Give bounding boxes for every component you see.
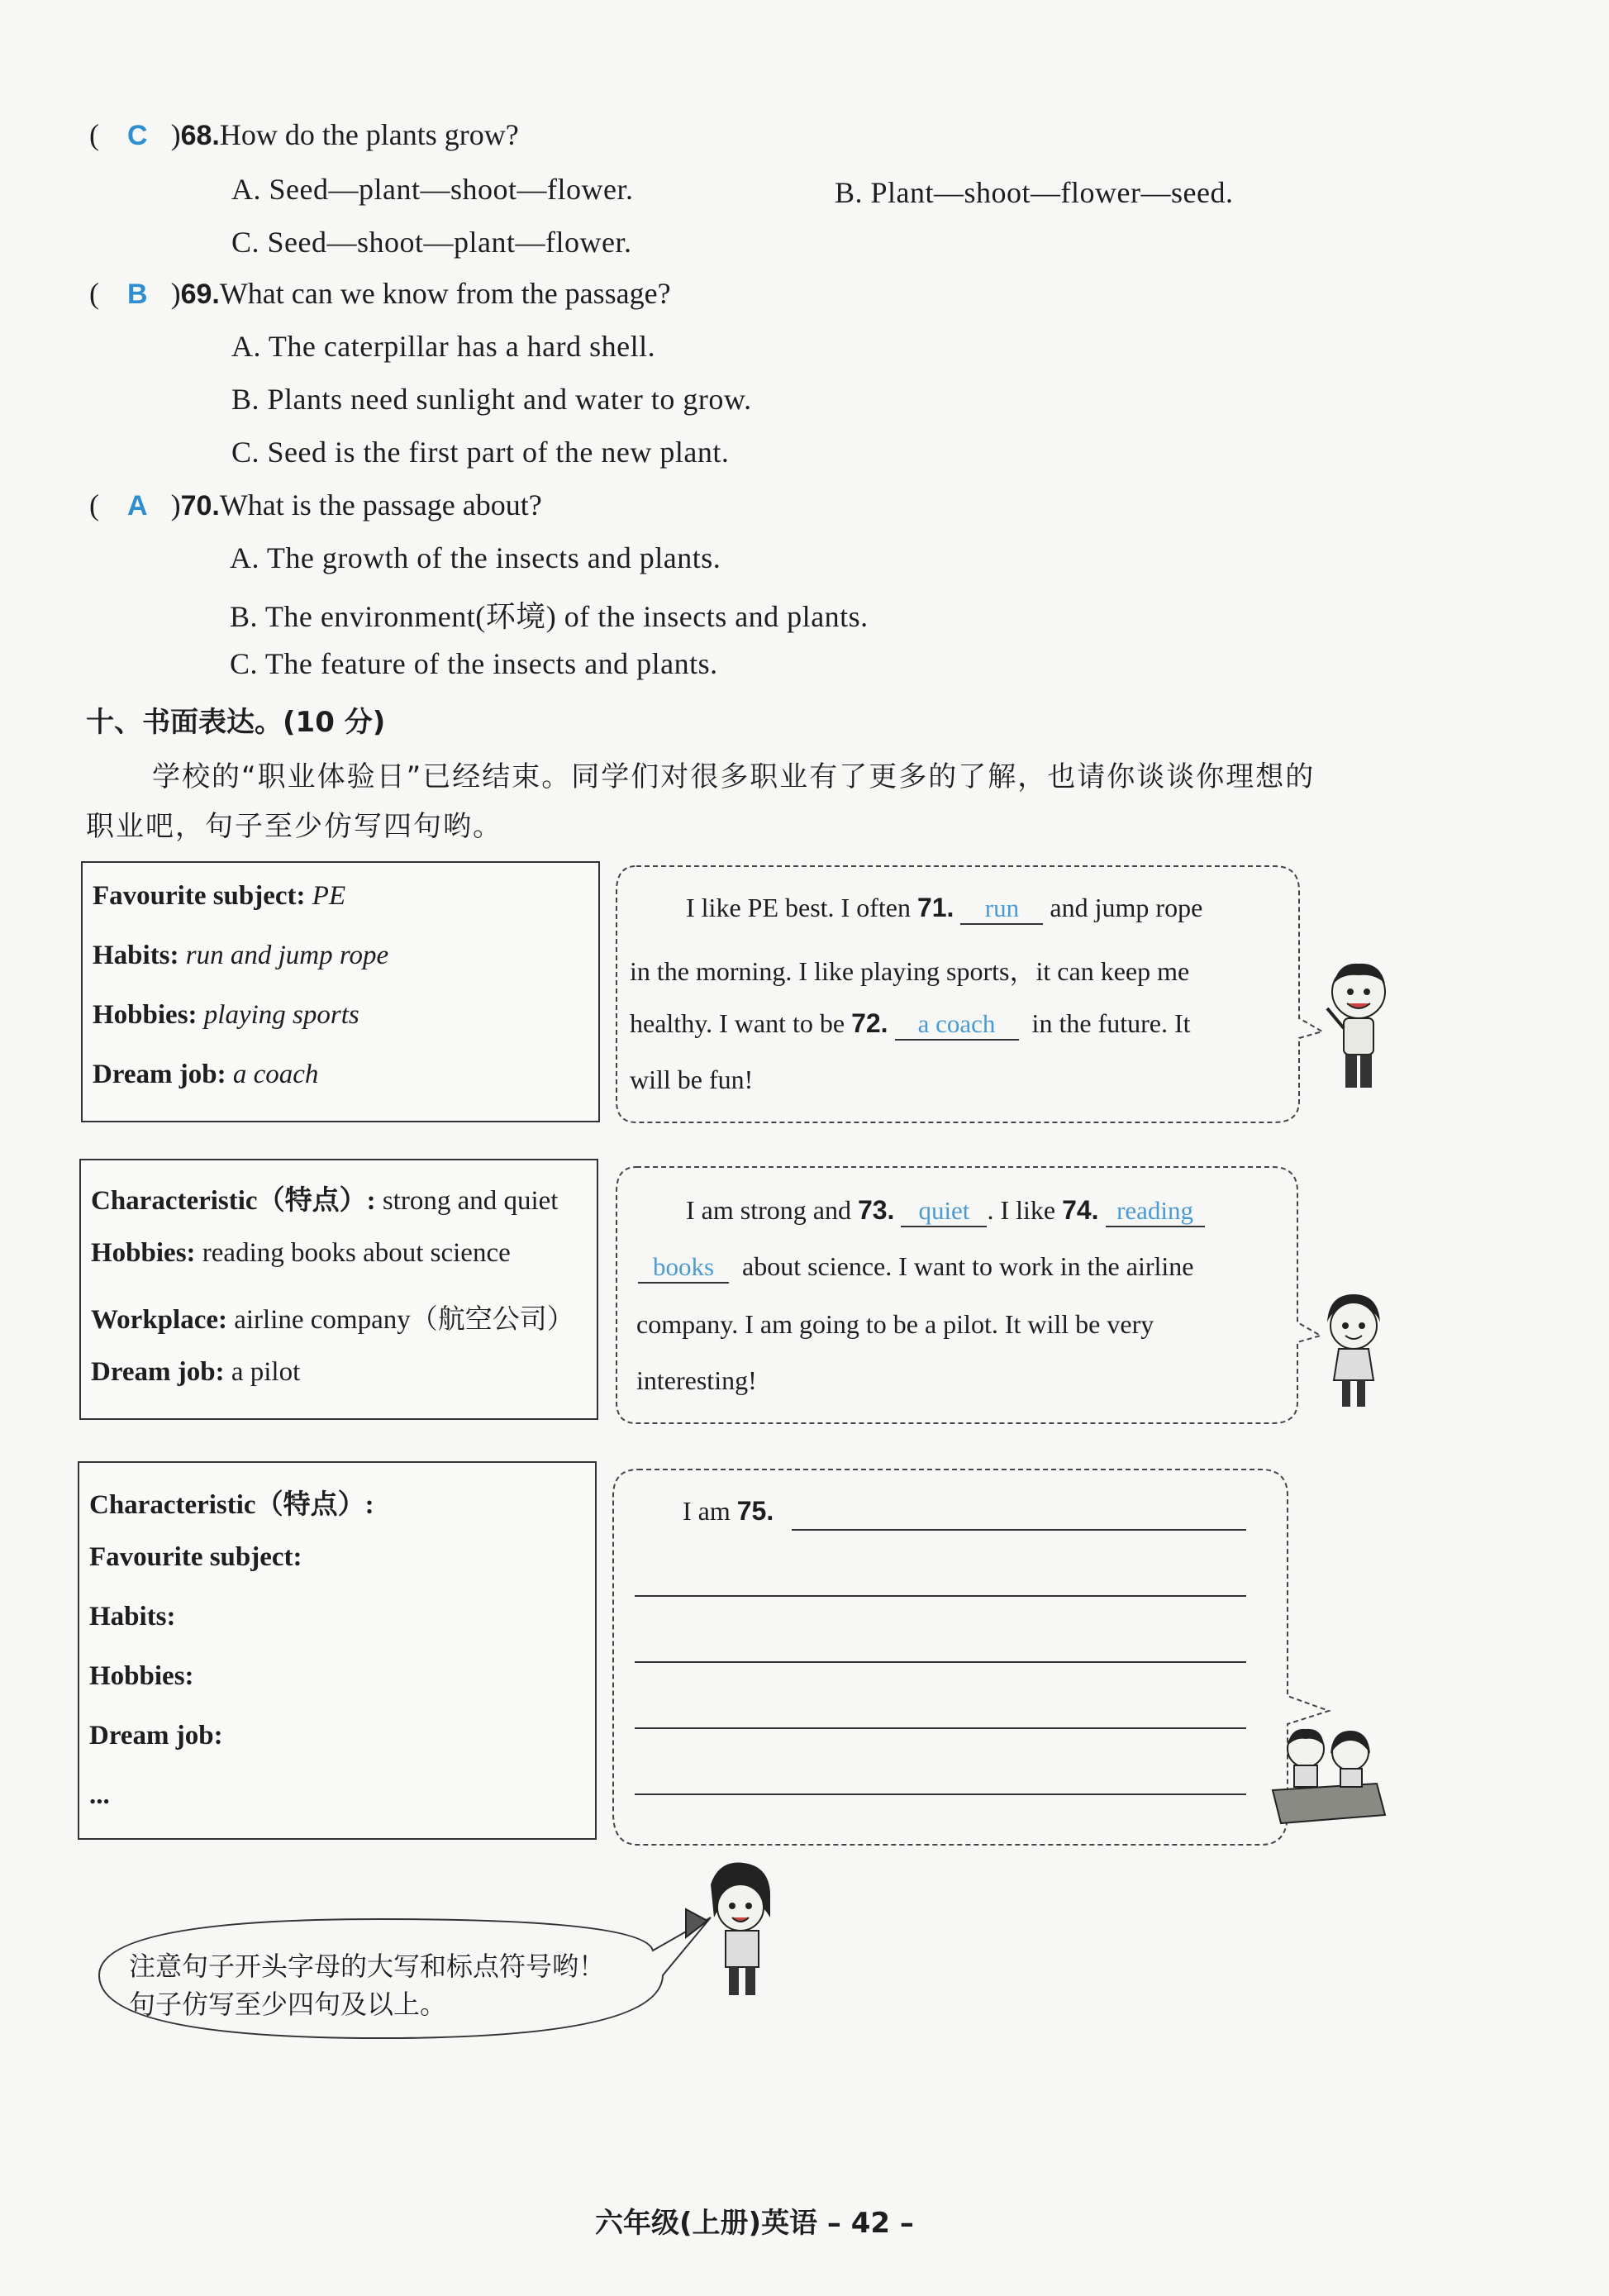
question-68: ( C )68.How do the plants grow? [89, 118, 519, 151]
bubble2-line4: interesting! [636, 1365, 757, 1395]
answer-74b: books [638, 1252, 729, 1284]
option-69b: B. Plants need sunlight and water to grow. [231, 383, 752, 416]
girl-illustration [1321, 1289, 1387, 1413]
info-card-3 [78, 1461, 597, 1840]
bubble1-line2: in the morning. I like playing sports，it can keep me [630, 956, 1190, 986]
card3-field-subject: Favourite subject: [89, 1542, 302, 1572]
bubble1-line4: will be fun! [630, 1065, 754, 1094]
card2-field-dreamjob: Dream job: a pilot [91, 1357, 301, 1387]
page-footer: 六年级(上册)英语 – 42 – [595, 2207, 914, 2240]
answer-71: run [960, 893, 1043, 925]
answer-68: C [127, 120, 148, 151]
writing-line-3[interactable] [635, 1661, 1246, 1663]
boy-illustration [1322, 959, 1397, 1099]
info-card-2 [79, 1159, 598, 1420]
option-68a: A. Seed—plant—shoot—flower. [231, 173, 634, 206]
card3-field-hobbies: Hobbies: [89, 1661, 194, 1691]
writing-line-5[interactable] [635, 1793, 1246, 1795]
instruction-line1: 学校的“职业体验日”已经结束。同学们对很多职业有了更多的了解，也请你谈谈你理想的 [152, 760, 1316, 793]
card3-field-characteristic: Characteristic（特点）: [89, 1490, 374, 1520]
bubble1-line3: healthy. I want to be 72. a coach in the future. It [630, 1008, 1190, 1041]
bubble2-line1: I am strong and 73. quiet . I like 74. reading [686, 1195, 1205, 1227]
bubble3-line1: I am 75. [683, 1496, 774, 1526]
bubble2-line3: company. I am going to be a pilot. It will be very [636, 1309, 1154, 1339]
answer-74a: reading [1106, 1196, 1205, 1227]
option-68b: B. Plant—shoot—flower—seed. [835, 176, 1234, 209]
answer-69: B [127, 279, 148, 310]
writing-line-1[interactable] [792, 1529, 1246, 1531]
card1-field-subject: Favourite subject: PE [93, 881, 346, 911]
option-70a: A. The growth of the insects and plants. [230, 541, 721, 574]
question-69: ( B )69.What can we know from the passage? [89, 277, 671, 310]
info-card-1 [81, 861, 600, 1122]
children-on-log-illustration [1269, 1716, 1393, 1840]
card1-field-dreamjob: Dream job: a coach [93, 1060, 319, 1089]
writing-line-4[interactable] [635, 1727, 1246, 1729]
card3-field-habits: Habits: [89, 1602, 176, 1631]
question-70: ( A )70.What is the passage about? [89, 488, 542, 522]
option-70b: B. The environment(环境) of the insects and plants. [230, 600, 869, 633]
card1-field-habits: Habits: run and jump rope [93, 941, 389, 970]
card2-field-workplace: Workplace: airline company（航空公司） [91, 1305, 574, 1335]
option-69c: C. Seed is the first part of the new plant. [231, 436, 730, 469]
section-title: 十、书面表达。(10 分) [86, 706, 386, 739]
option-68c: C. Seed—shoot—plant—flower. [231, 226, 632, 259]
bubble1-line1: I like PE best. I often 71. run and jump rope [686, 893, 1202, 925]
answer-73: quiet [901, 1196, 987, 1227]
writing-line-2[interactable] [635, 1595, 1246, 1597]
option-70c: C. The feature of the insects and plants. [230, 647, 718, 680]
option-69a: A. The caterpillar has a hard shell. [231, 330, 656, 363]
instruction-line2: 职业吧，句子至少仿写四句哟。 [86, 810, 502, 843]
bubble2-line2: books about science. I want to work in the airline [638, 1251, 1193, 1284]
answer-72: a coach [895, 1009, 1019, 1041]
card3-field-more: ... [89, 1780, 110, 1810]
answer-70: A [127, 490, 148, 522]
card3-field-dreamjob: Dream job: [89, 1721, 223, 1751]
card1-field-hobbies: Hobbies: playing sports [93, 1000, 359, 1030]
note-line2: 句子仿写至少四句及以上。 [129, 1989, 447, 2020]
card2-field-hobbies: Hobbies: reading books about science [91, 1238, 511, 1268]
girl-megaphone-illustration [678, 1860, 785, 2000]
card2-field-characteristic: Characteristic（特点）: strong and quiet [91, 1186, 559, 1216]
note-line1: 注意句子开头字母的大写和标点符号哟！ [129, 1951, 606, 1982]
